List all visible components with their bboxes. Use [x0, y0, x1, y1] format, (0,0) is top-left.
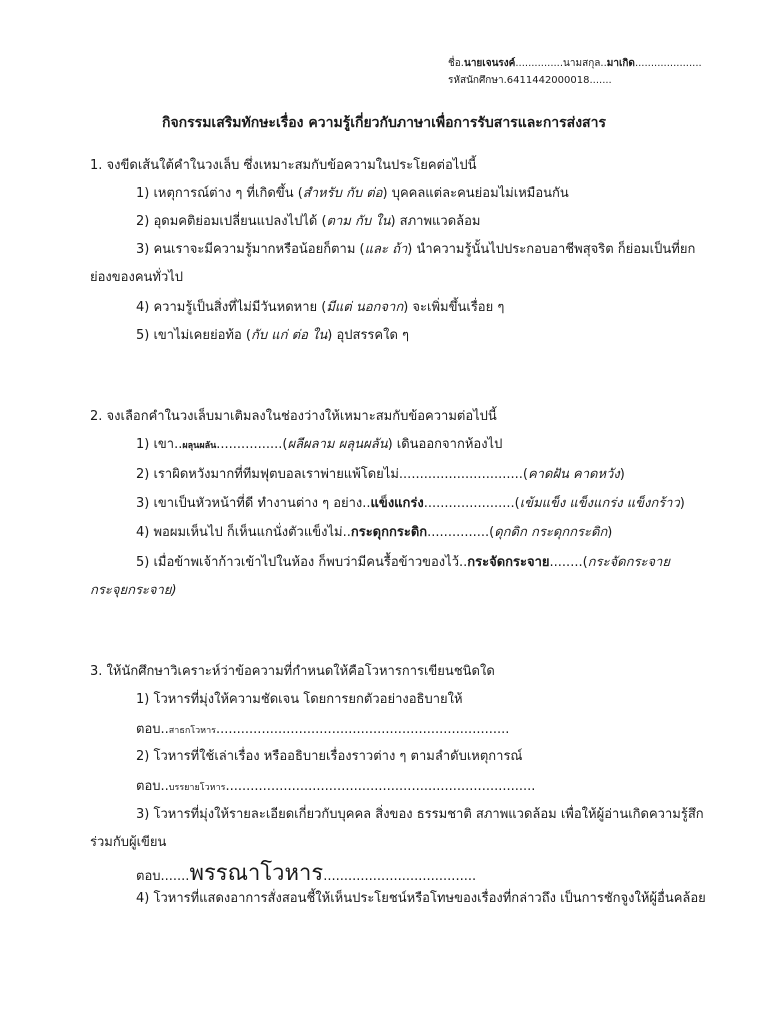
- page-title: กิจกรรมเสริมทักษะเรื่อง ความรู้เกี่ยวกับภาษาเพื่อการรับสารและการส่งสาร: [162, 115, 606, 131]
- section1-item-5: 5) เขาไม่เคยย่อท้อ (กับ แก่ ต่อ ใน) อุปสรรคใด ๆ: [136, 328, 410, 343]
- name-label: ชื่อ: [448, 58, 461, 69]
- section3-answer-2: ตอบ..บรรยายโวหาร...........................................................................: [136, 779, 536, 794]
- answer-text: แข็งแกร่ง: [370, 496, 424, 511]
- id-label: รหัสนักศึกษา: [448, 75, 504, 86]
- answer-text: กระจัดกระจาย: [467, 555, 550, 570]
- section3-answer-1: ตอบ..สาธกโวหาร.......................................................................: [136, 722, 510, 737]
- section3-item-4: 4) โวหารที่แสดงอาการสั่งสอนชี้ให้เห็นประโยชน์หรือโทษของเรื่องที่กล่าวถึง เป็นการชักจูงให้ผู้อื่นคล้อย: [136, 891, 706, 906]
- answer-text: สาธกโวหาร: [168, 726, 216, 736]
- section2-item-5-cont: กระจุยกระจาย): [90, 583, 177, 598]
- section3-answer-3: ตอบ.......พรรณาโวหาร.....................................: [136, 861, 477, 886]
- answer-text: บรรยายโวหาร: [168, 783, 226, 793]
- section3-item-3-cont: ร่วมกับผู้เขียน: [90, 835, 167, 850]
- section2-item-3: 3) เขาเป็นหัวหน้าที่ดี ทำงานต่าง ๆ อย่าง..แข็งแกร่ง......................(เข้มแข็ง แข็งแกร่ง แข็งกร้าว): [136, 496, 685, 511]
- surname-label: นามสกุล: [563, 58, 601, 69]
- student-name-line: ชื่อ.นายเจนรงค์...............นามสกุล..มาเกิด.....................: [448, 58, 702, 69]
- section3-item-1: 1) โวหารที่มุ่งให้ความชัดเจน โดยการยกตัวอย่างอธิบายให้: [136, 692, 463, 707]
- section2-heading: 2. จงเลือกคำในวงเล็บมาเติมลงในช่องว่างให้เหมาะสมกับข้อความต่อไปนี้: [90, 409, 497, 424]
- answer-text: กระดุกกระดิก: [350, 525, 428, 540]
- section2-item-4: 4) พอผมเห็นไป ก็เห็นแกนั่งตัวแข็งไม่..กระดุกกระดิก...............(ดุกดิก กระดุกกระดิก): [136, 525, 613, 540]
- section1-item-3-cont: ย่องของคนทั่วไป: [90, 270, 184, 285]
- id-value: 6411442000018: [506, 75, 590, 86]
- name-value: นายเจนรงค์: [463, 58, 516, 69]
- section1-item-2: 2) อุดมคติย่อมเปลี่ยนแปลงไปได้ (ตาม กับ ใน) สภาพแวดล้อม: [136, 214, 481, 229]
- section2-item-5: 5) เมื่อข้าพเจ้าก้าวเข้าไปในห้อง ก็พบว่ามีคนรื้อข้าวของไว้..กระจัดกระจาย........(กระจัดกระจาย: [136, 555, 670, 570]
- section2-item-1: 1) เขา..ผลุนผลัน................(ผลีผลาม ผลุนผลัน) เดินออกจากห้องไป: [136, 437, 503, 452]
- surname-value: มาเกิด: [606, 58, 635, 69]
- section3-item-2: 2) โวหารที่ใช้เล่าเรื่อง หรืออธิบายเรื่องราวต่าง ๆ ตามลำดับเหตุการณ์: [136, 749, 523, 764]
- section1-item-4: 4) ความรู้เป็นสิ่งที่ไม่มีวันหดหาย (มีแต่ นอกจาก) จะเพิ่มขึ้นเรื่อย ๆ: [136, 300, 505, 315]
- section1-item-3: 3) คนเราจะมีความรู้มากหรือน้อยก็ตาม (และ ถ้า) นำความรู้นั้นไปประกอบอาชีพสุจริต ก็ย่อมเป็นที่ยก: [136, 242, 696, 257]
- section1-item-1: 1) เหตุการณ์ต่าง ๆ ที่เกิดขึ้น (สำหรับ กับ ต่อ) บุคคลแต่ละคนย่อมไม่เหมือนกัน: [136, 186, 569, 201]
- section2-item-2: 2) เราผิดหวังมากที่ทีมฟุตบอลเราพ่ายแพ้โดยไม่..............................(คาดฝัน คาดหวัง): [136, 467, 625, 482]
- section3-item-3: 3) โวหารที่มุ่งให้รายละเอียดเกี่ยวกับบุคคล สิ่งของ ธรรมชาติ สภาพแวดล้อม เพื่อให้ผู้อ่านเกิดความรู้สึก: [136, 807, 704, 822]
- section1-heading: 1. จงขีดเส้นใต้คำในวงเล็บ ซึ่งเหมาะสมกับข้อความในประโยคต่อไปนี้: [90, 158, 477, 173]
- student-id-line: รหัสนักศึกษา.6411442000018.......: [448, 75, 612, 86]
- answer-text: พรรณาโวหาร: [189, 861, 324, 886]
- answer-text: ผลุนผลัน: [182, 441, 217, 451]
- section3-heading: 3. ให้นักศึกษาวิเคราะห์ว่าข้อความที่กำหนดให้คือโวหารการเขียนชนิดใด: [90, 664, 495, 679]
